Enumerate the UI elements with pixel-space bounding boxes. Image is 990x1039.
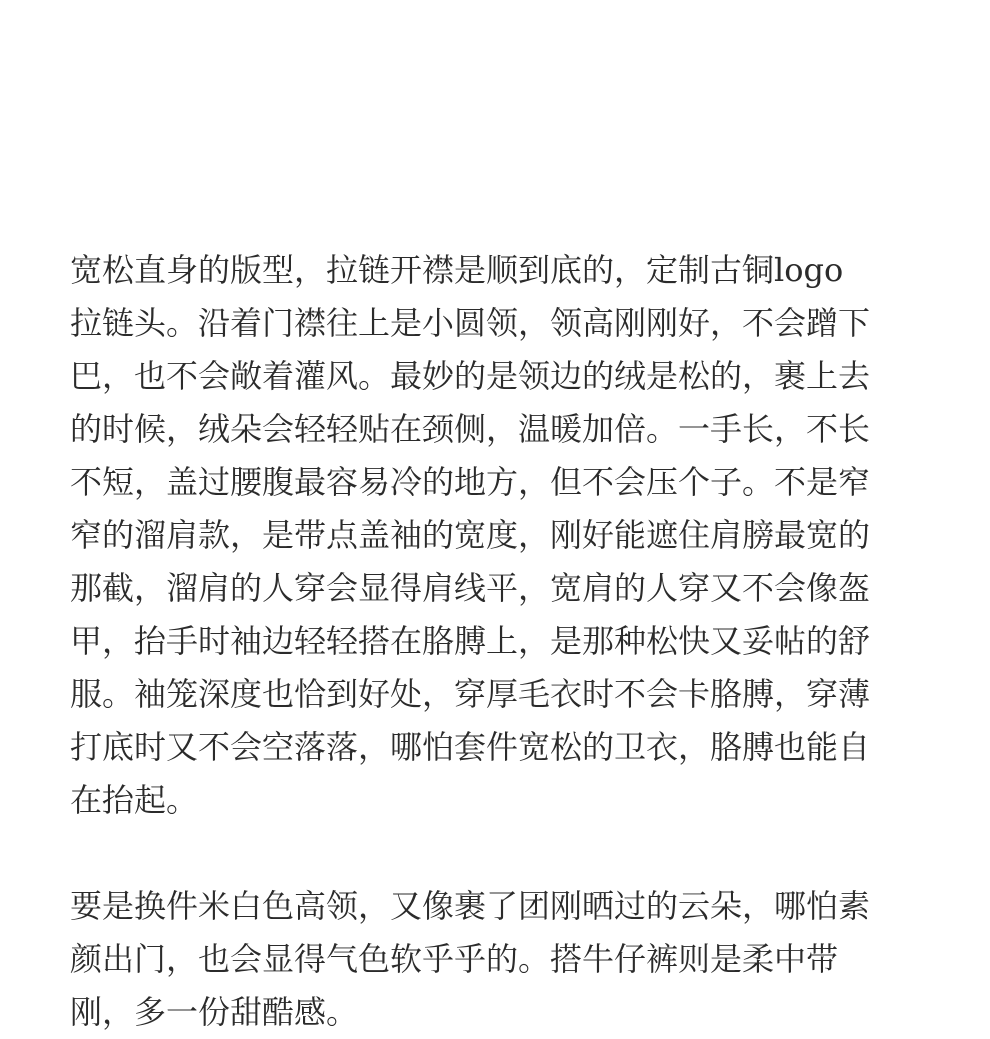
text-line: 甲，抬手时袖边轻轻搭在胳膊上，是那种松快又妥帖的舒 xyxy=(70,622,871,660)
paragraph-2 xyxy=(70,880,920,1039)
text-line: 的时候，绒朵会轻轻贴在颈侧，温暖加倍。一手长，不长 xyxy=(70,410,871,448)
text-line: 服。袖笼深度也恰到好处，穿厚毛衣时不会卡胳膊，穿薄 xyxy=(70,675,871,713)
text-line: 那截，溜肩的人穿会显得肩线平，宽肩的人穿又不会像盔 xyxy=(70,569,871,607)
text-line: 不短，盖过腰腹最容易冷的地方，但不会压个子。不是窄 xyxy=(70,463,871,501)
text-line: 要是换件米白色高领，又像裹了团刚晒过的云朵，哪怕素 xyxy=(70,887,871,925)
text-line: 拉链头。沿着门襟往上是小圆领，领高刚刚好，不会蹭下 xyxy=(70,304,871,342)
paragraph-1 xyxy=(70,244,920,827)
text-line: 宽松直身的版型，拉链开襟是顺到底的，定制古铜logo xyxy=(70,251,844,289)
text-line: 在抬起。 xyxy=(70,781,199,819)
text-line: 巴，也不会敞着灌风。最妙的是领边的绒是松的，裹上去 xyxy=(70,357,871,395)
paragraph-spacer xyxy=(70,827,920,880)
text-line: 颜出门，也会显得气色软乎乎的。搭牛仔裤则是柔中带 xyxy=(70,940,839,978)
article-body xyxy=(70,244,920,1039)
text-line: 刚，多一份甜酷感。 xyxy=(70,993,359,1031)
text-line: 打底时又不会空落落，哪怕套件宽松的卫衣，胳膊也能自 xyxy=(70,728,871,766)
text-line: 窄的溜肩款，是带点盖袖的宽度，刚好能遮住肩膀最宽的 xyxy=(70,516,871,554)
